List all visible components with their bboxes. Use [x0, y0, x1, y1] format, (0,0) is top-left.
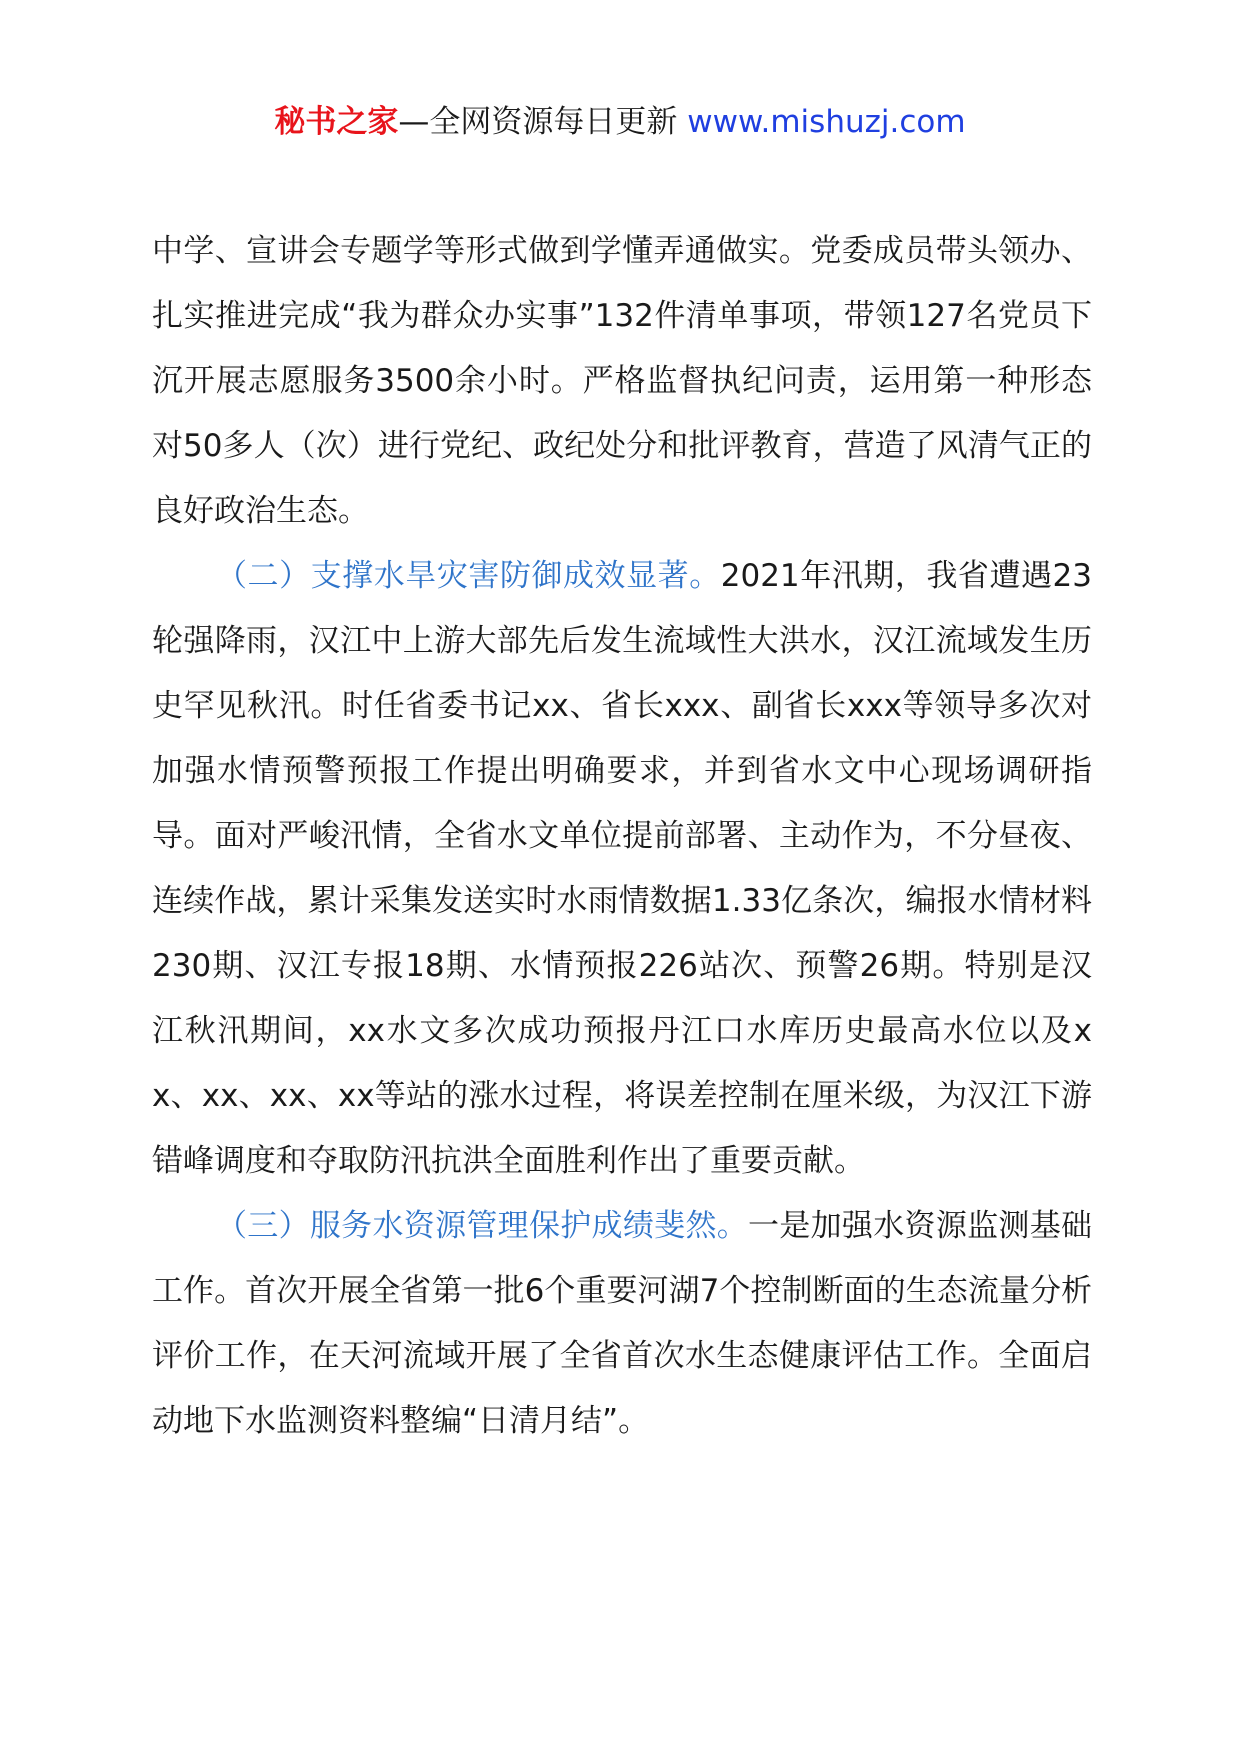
brand-name: 秘书之家 [274, 104, 399, 140]
document-body [152, 219, 1092, 1454]
paragraph-flood-defense [152, 544, 1092, 1194]
paragraph-text: 中学、宣讲会专题学等形式做到学懂弄通做实。党委成员带头领办、扎实推进完成“我为群众办实事”132件清单事项，带领127名党员下沉开展志愿服务3500余小时。严格监督执纪问责，运用第一种形态对50多人（次）进行党纪、政纪处分和批评教育，营造了风清气正的良好政治生态。 [152, 233, 1092, 529]
section-heading-3: （三）服务水资源管理保护成绩斐然。 [216, 1208, 749, 1244]
site-header [0, 100, 1240, 144]
site-url-link[interactable]: www.mishuzj.com [687, 104, 966, 140]
paragraph-text: 一是加强水资源监测基础工作。首次开展全省第一批6个重要河湖7个控制断面的生态流量分析评价工作，在天河流域开展了全省首次水生态健康评估工作。全面启动地下水监测资料整编“日清月结”。 [152, 1208, 1093, 1439]
section-heading-2: （二）支撑水旱灾害防御成效显著。 [216, 558, 721, 594]
paragraph-party-building [152, 219, 1092, 544]
paragraph-text: 2021年汛期，我省遭遇23轮强降雨，汉江中上游大部先后发生流域性大洪水，汉江流域发生历史罕见秋汛。时任省委书记xx、省长xxx、副省长xxx等领导多次对加强水情预警预报工作提出明确要求，并到省水文中心现场调研指导。面对严峻汛情，全省水文单位提前部署、主动作为，不分昼夜、连续作战，累计采集发送实时水雨情数据1.33亿条次，编报水情材料230期、汉江专报18期、水情预报226站次、预警26期。特别是汉江秋汛期间，xx水文多次成功预报丹江口水库历史最高水位以及xx、xx、xx、xx等站的涨水过程，将误差控制在厘米级，为汉江下游错峰调度和夺取防汛抗洪全面胜利作出了重要贡献。 [152, 558, 1093, 1179]
paragraph-water-resources [152, 1194, 1092, 1454]
header-tagline: —全网资源每日更新 [398, 104, 678, 140]
